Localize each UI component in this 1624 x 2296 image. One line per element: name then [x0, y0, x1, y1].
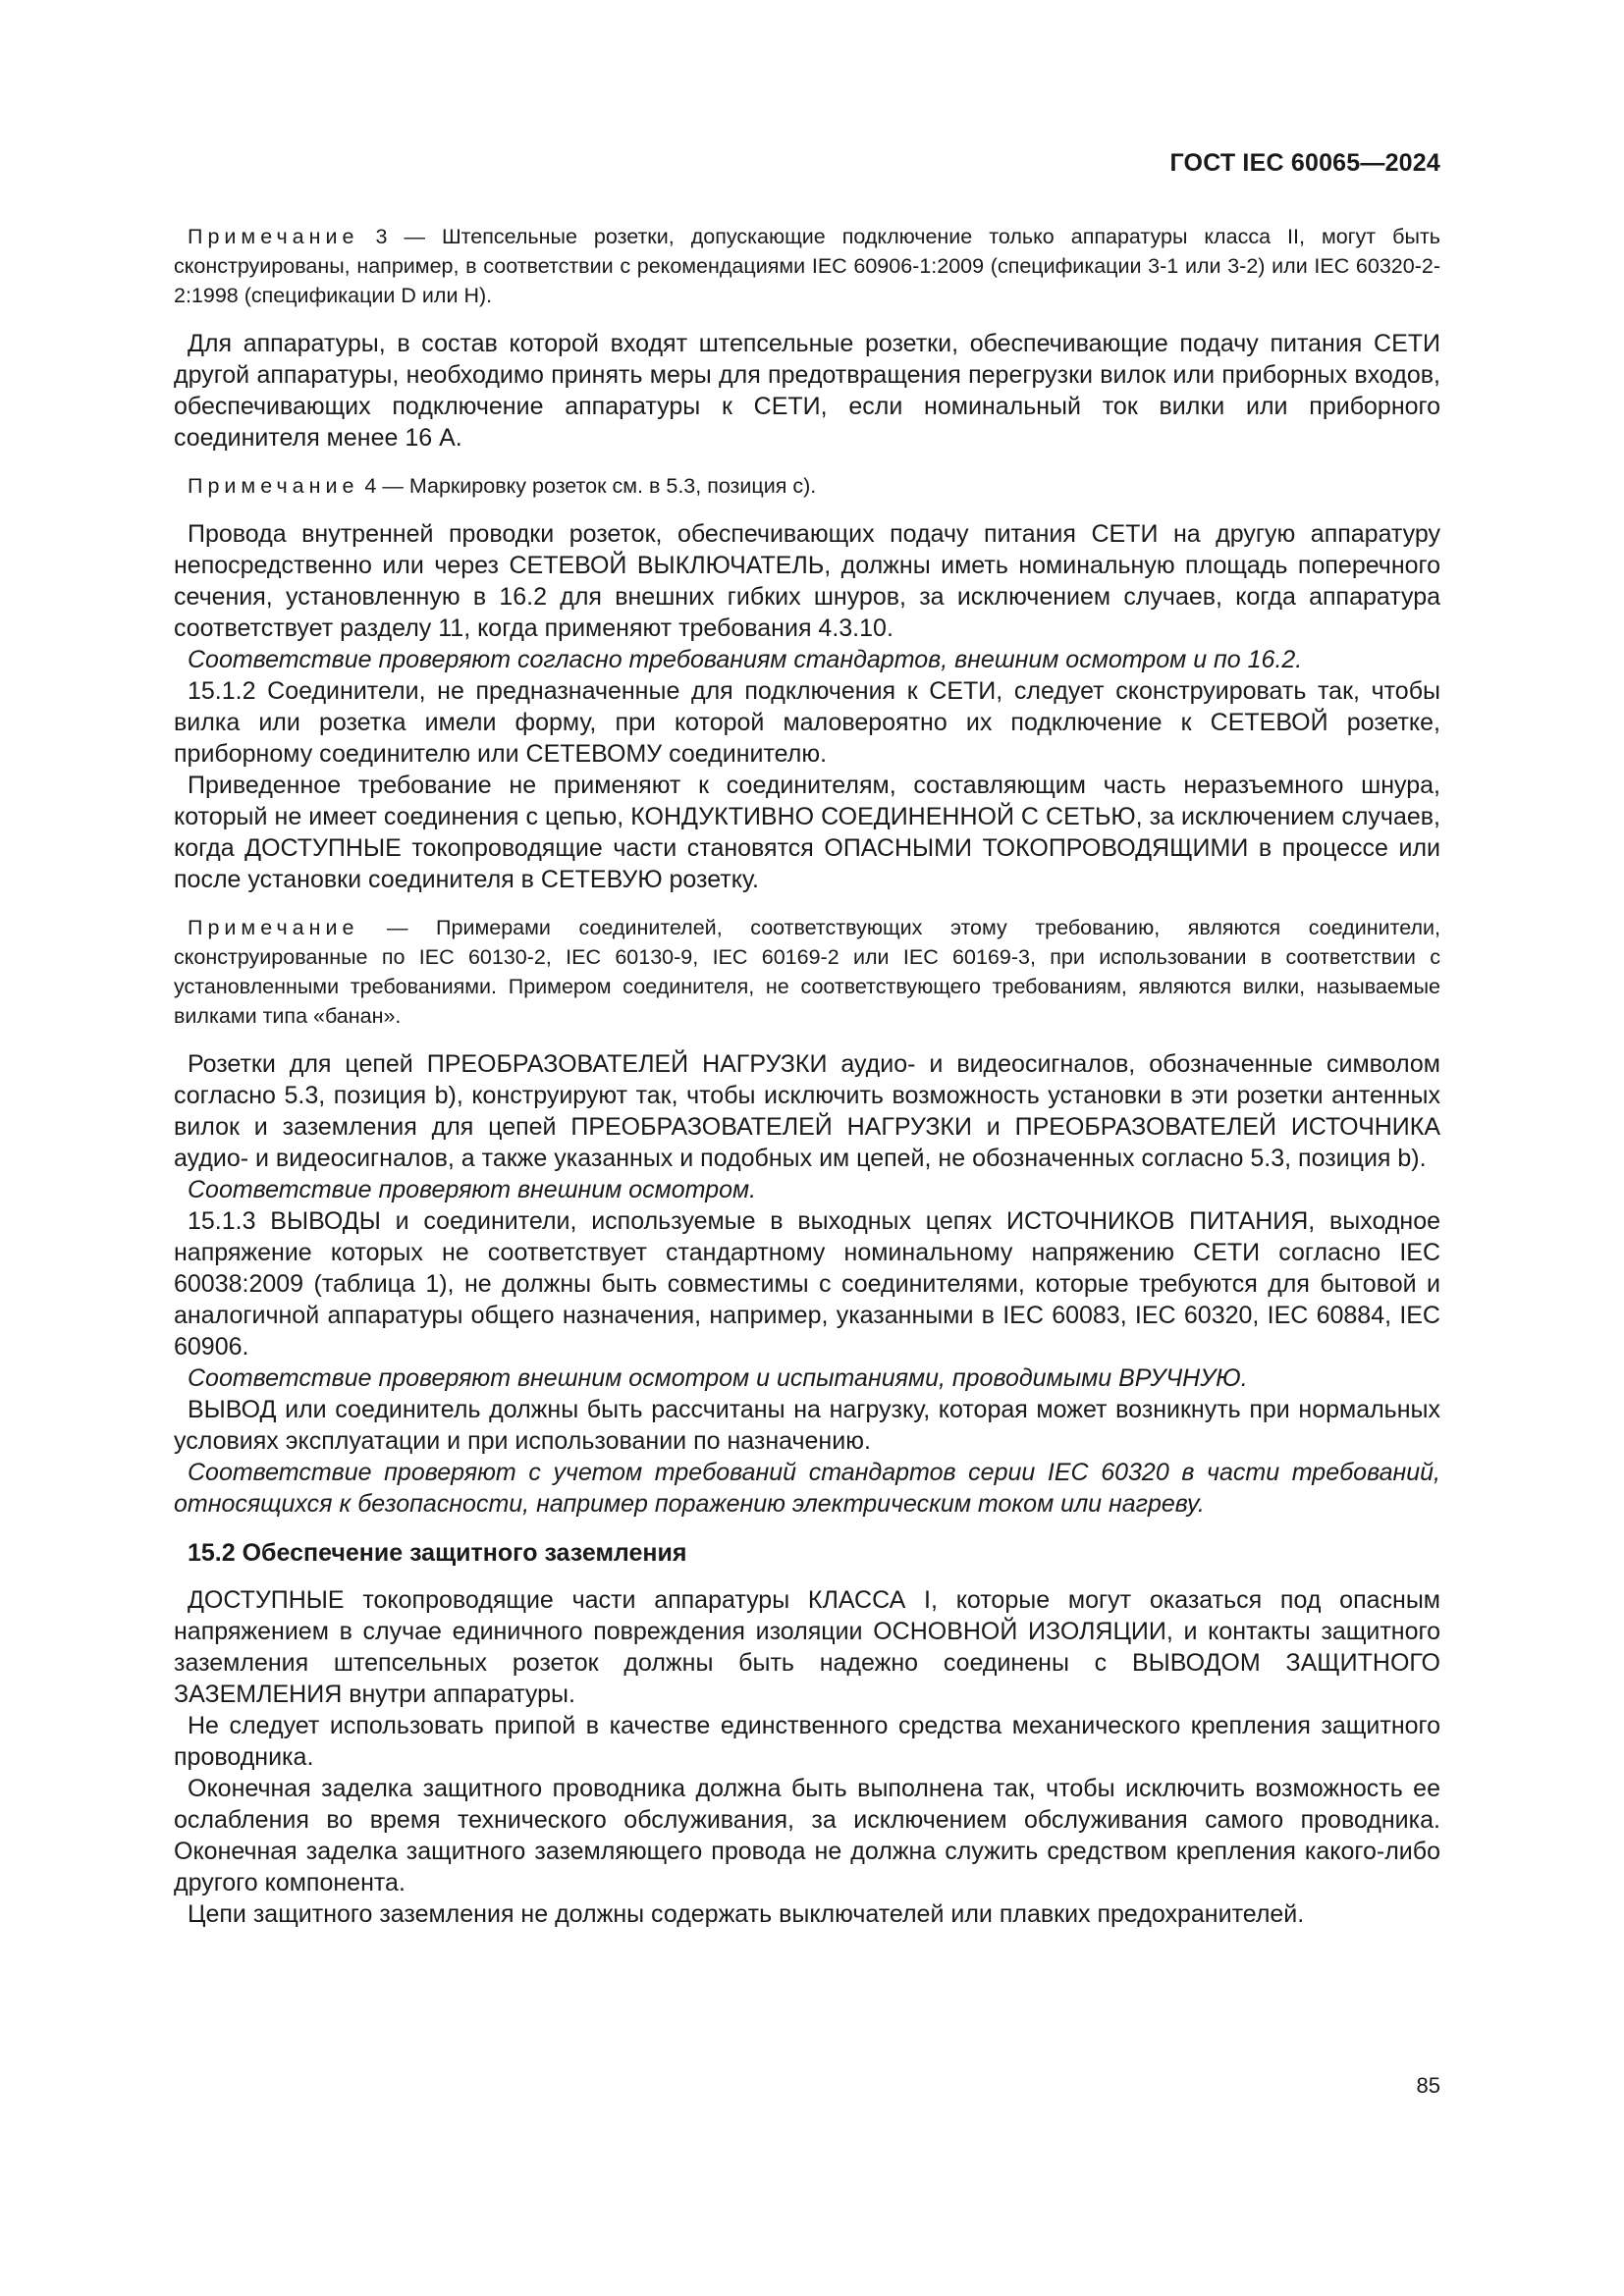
paragraph: Цепи защитного заземления не должны содержать выключателей или плавких предохранителей.	[188, 1900, 1305, 1928]
note-3	[174, 222, 1440, 310]
paragraph: Не следует использовать припой в качестве единственного средства механического крепления защитного проводника.	[174, 1712, 1440, 1771]
note-label: Примечание	[188, 474, 359, 498]
paragraph: Для аппаратуры, в состав которой входят штепсельные розетки, обеспечивающие подачу питания СЕТИ другой аппаратуры, необходимо принять меры для предотвращения перегрузки вилок или приборных входов, обеспечивающих подключение аппаратуры к СЕТИ, если номинальный ток вилки или приборного соединителя менее 16 А.	[174, 330, 1440, 452]
paragraph: Приведенное требование не применяют к соединителям, составляющим часть неразъемного шнура, который не имеет соединения с цепью, КОНДУКТИВНО СОЕДИНЕННОЙ С СЕТЬЮ, за исключением случаев, когда ДОСТУПНЫЕ токопроводящие части становятся ОПАСНЫМИ ТОКОПРОВОДЯЩИМИ в процессе или после установки соединителя в СЕТЕВУЮ розетку.	[174, 772, 1440, 893]
note-text: — Примерами соединителей, соответствующих этому требованию, являются соединители, сконструированные по IEC 60130-2, IEC 60130-9, IEC 60169-2 или IEC 60169-3, при использовании в соответствии с установленными требованиями. Примером соединителя, не соответствующего требованиям, являются вилки, называемые вилками типа «банан».	[174, 916, 1440, 1028]
document-header: ГОСТ IEC 60065—2024	[1169, 149, 1440, 177]
paragraph: Провода внутренней проводки розеток, обеспечивающих подачу питания СЕТИ на другую аппаратуру непосредственно или через СЕТЕВОЙ ВЫКЛЮЧАТЕЛЬ, должны иметь номинальную площадь поперечного сечения, установленную в 16.2 для внешних гибких шнуров, за исключением случаев, когда аппаратура соответствует разделу 11, когда применяют требования 4.3.10.	[174, 520, 1440, 642]
compliance-check: Соответствие проверяют с учетом требований стандартов серии IEC 60320 в части требований, относящихся к безопасности, например поражению электрическим током или нагреву.	[174, 1459, 1440, 1518]
compliance-check: Соответствие проверяют внешним осмотром.	[188, 1176, 757, 1203]
compliance-check: Соответствие проверяют внешним осмотром и испытаниями, проводимыми ВРУЧНУЮ.	[188, 1364, 1248, 1392]
note-4	[174, 471, 1440, 501]
paragraph: Розетки для цепей ПРЕОБРАЗОВАТЕЛЕЙ НАГРУЗКИ аудио- и видеосигналов, обозначенные символом согласно 5.3, позиция b), конструируют так, чтобы исключить возможность установки в эти розетки антенных вилок и заземления для цепей ПРЕОБРАЗОВАТЕЛЕЙ НАГРУЗКИ и ПРЕОБРАЗОВАТЕЛЕЙ ИСТОЧНИКА аудио- и видеосигналов, а также указанных и подобных им цепей, не обозначенных согласно 5.3, позиция b).	[174, 1050, 1440, 1172]
paragraph: Оконечная заделка защитного проводника должна быть выполнена так, чтобы исключить возможность ее ослабления во время технического обслуживания, за исключением обслуживания самого проводника. Оконечная заделка защитного заземляющего провода не должна служить средством крепления какого-либо другого компонента.	[174, 1775, 1440, 1896]
section-heading-15-2: 15.2 Обеспечение защитного заземления	[188, 1539, 687, 1567]
compliance-check: Соответствие проверяют согласно требованиям стандартов, внешним осмотром и по 16.2.	[188, 646, 1303, 673]
paragraph: ВЫВОД или соединитель должны быть рассчитаны на нагрузку, которая может возникнуть при нормальных условиях эксплуатации и при использовании по назначению.	[174, 1396, 1440, 1455]
note-label: Примечание	[188, 225, 359, 248]
document-body	[174, 222, 1440, 1930]
note-5	[174, 913, 1440, 1031]
note-text: 4 — Маркировку розеток см. в 5.3, позиция с).	[358, 474, 817, 498]
clause-15-1-3: 15.1.3 ВЫВОДЫ и соединители, используемые в выходных цепях ИСТОЧНИКОВ ПИТАНИЯ, выходное напряжение которых не соответствует стандартному номинальному напряжению СЕТИ согласно IEC 60038:2009 (таблица 1), не должны быть совместимы с соединителями, которые требуются для бытовой и аналогичной аппаратуры общего назначения, например, указанными в IEC 60083, IEC 60320, IEC 60884, IEC 60906.	[174, 1207, 1440, 1361]
paragraph: ДОСТУПНЫЕ токопроводящие части аппаратуры КЛАССА I, которые могут оказаться под опасным напряжением в случае единичного повреждения изоляции ОСНОВНОЙ ИЗОЛЯЦИИ, и контакты защитного заземления штепсельных розеток должны быть надежно соединены с ВЫВОДОМ ЗАЩИТНОГО ЗАЗЕМЛЕНИЯ внутри аппаратуры.	[174, 1586, 1440, 1708]
note-text: 3 — Штепсельные розетки, допускающие подключение только аппаратуры класса II, могут быть сконструированы, например, в соответствии с рекомендациями IEC 60906-1:2009 (спецификации 3-1 или 3-2) или IEC 60320-2-2:1998 (спецификации D или H).	[174, 225, 1440, 307]
note-label: Примечание	[188, 916, 359, 939]
clause-15-1-2: 15.1.2 Соединители, не предназначенные для подключения к СЕТИ, следует сконструировать так, чтобы вилка или розетка имели форму, при которой маловероятно их подключение к СЕТЕВОЙ розетке, приборному соединителю или СЕТЕВОМУ соединителю.	[174, 677, 1440, 768]
page-number: 85	[1416, 2073, 1440, 2098]
